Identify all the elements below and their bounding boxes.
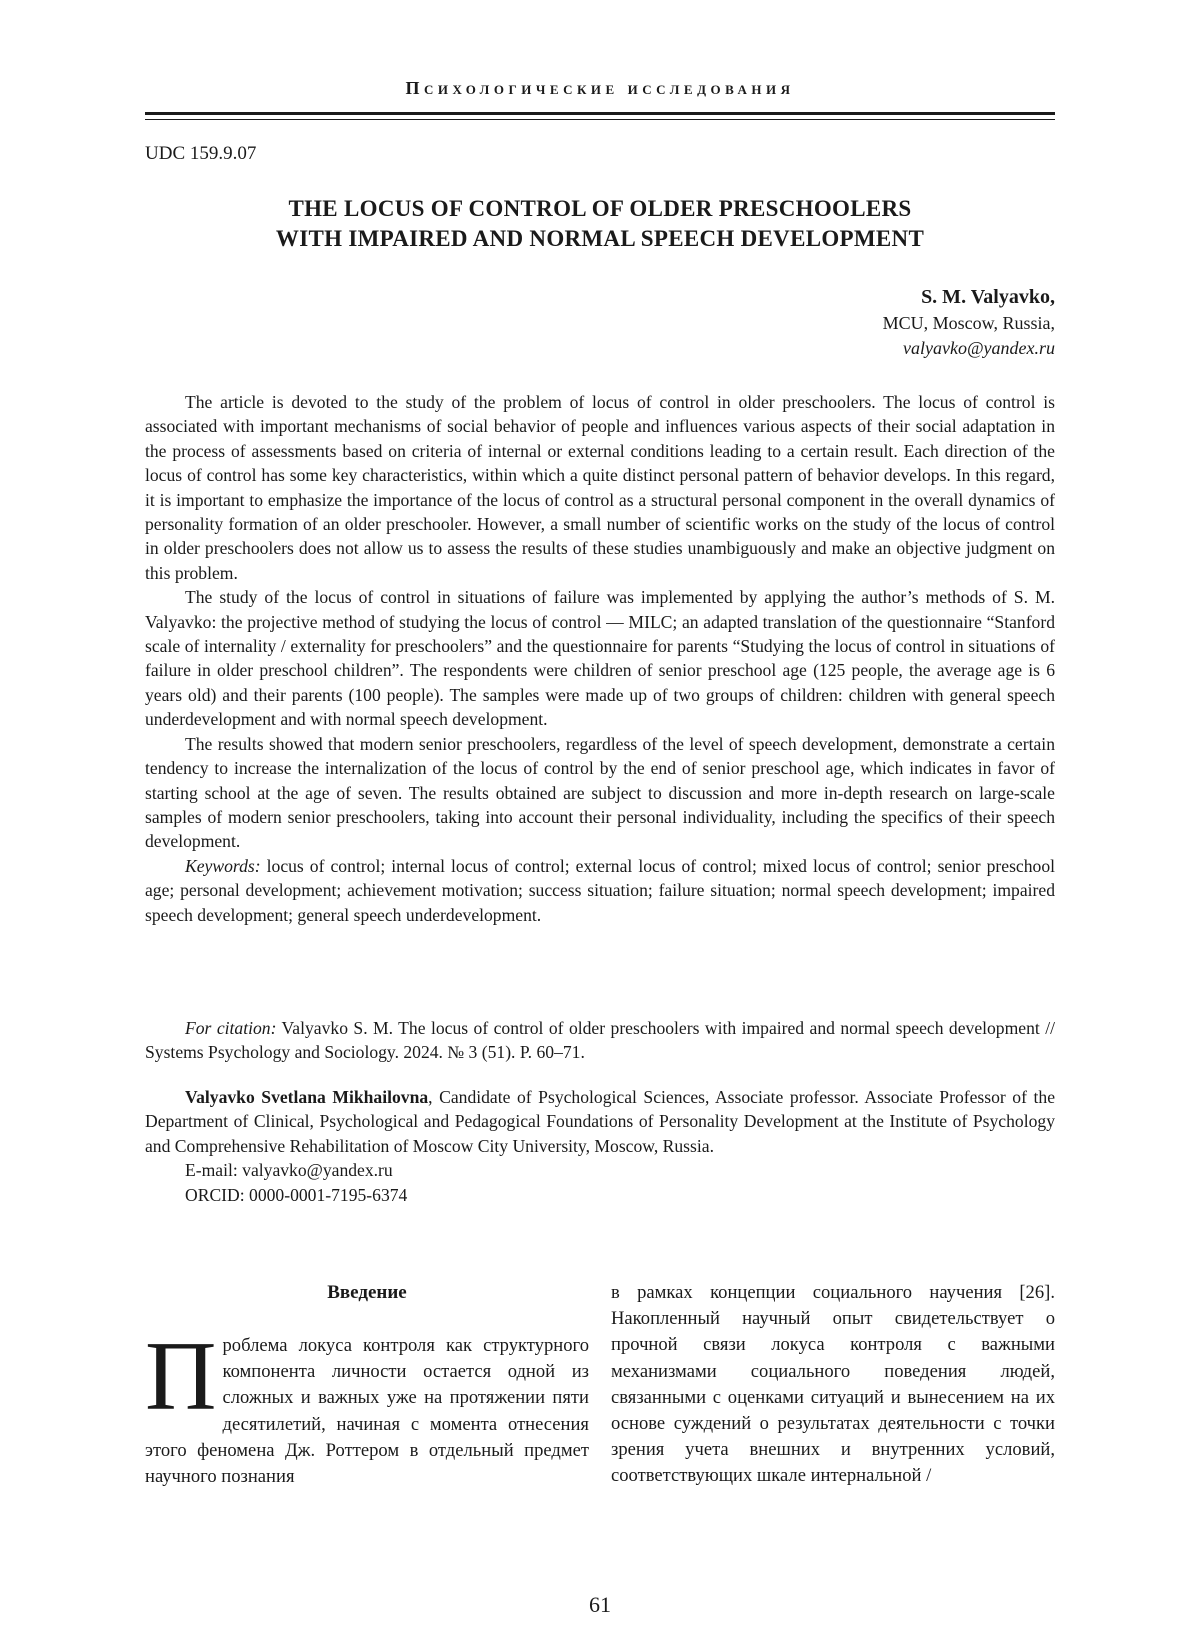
title-line-1: THE LOCUS OF CONTROL OF OLDER PRESCHOOLERS: [288, 196, 912, 221]
citation-label: For citation:: [185, 1018, 277, 1038]
abstract: [145, 390, 1055, 927]
author-bio: [145, 1085, 1055, 1207]
udc-code: UDC 159.9.07: [145, 143, 257, 164]
bio-email: E-mail: valyavko@yandex.ru: [185, 1160, 393, 1181]
bio-orcid: ORCID: 0000-0001-7195-6374: [185, 1184, 408, 1205]
intro-left-body: роблема локуса контроля как структурного компонента личности остается одной из сложных и важных уже на протяжении пяти десятилетий, начиная с момента отнесения этого феномена Дж. Роттером в отдельный предмет научного познания: [145, 1335, 589, 1488]
author-affiliation: MCU, Moscow, Russia,: [882, 313, 1055, 333]
keywords-label: Keywords:: [185, 855, 261, 876]
author-email: valyavko@yandex.ru: [903, 338, 1055, 358]
intro-right-column: [611, 1280, 1055, 1490]
title-line-2: WITH IMPAIRED AND NORMAL SPEECH DEVELOPMENT: [275, 226, 925, 251]
intro-left-text: [145, 1322, 589, 1490]
intro-left-column: [145, 1280, 589, 1490]
header-rule-thin: [145, 119, 1055, 120]
section-heading-intro: Введение: [327, 1282, 407, 1303]
page-number: 61: [589, 1592, 611, 1617]
running-head: Психологические исследования: [405, 78, 795, 98]
author-block: [883, 283, 1055, 361]
citation-text: Valyavko S. M. The locus of control of older preschoolers with impaired and normal speech development // Systems Psychology and Sociology. 2024. № 3 (51). P. 60–71.: [145, 1018, 1055, 1063]
keywords-paragraph: [145, 854, 1055, 927]
intro-right-text: в рамках концепции социального научения [26]. Накопленный научный опыт свидетельствует о прочной связи локуса контроля с важными механизмами социального поведения людей, связанными с оценками ситуаций и вынесением на их основе суждений о результатах деятельности с точки зрения учета внешних и внутренних условий, соответствующих шкале интернальной /: [611, 1282, 1055, 1487]
dropcap: П: [145, 1322, 217, 1431]
keywords-text: locus of control; internal locus of control; external locus of control; mixed locus of control; senior preschool age; personal development; achievement motivation; success situation; failure situation; normal speech development; impaired speech development; general speech underdevelopment.: [145, 855, 1056, 925]
citation: [145, 1016, 1055, 1065]
abstract-paragraph-1: The article is devoted to the study of the problem of locus of control in older preschoolers. The locus of control is associated with important mechanisms of social behavior of people and influences various aspects of their social adaptation in the process of assessments based on criteria of internal or external conditions leading to a certain result. Each direction of the locus of control has some key characteristics, within which a quite distinct personal pattern of behavior develops. In this regard, it is important to emphasize the importance of the locus of control as a structural personal component in the overall dynamics of personality formation of an older preschooler. However, a small number of scientific works on the study of the locus of control in older preschoolers does not allow us to assess the results of these studies unambiguously and make an objective judgment on this problem.: [145, 392, 1055, 583]
bio-text: , Candidate of Psychological Sciences, Associate professor. Associate Professor of the Department of Clinical, Psychological and Pedagogical Foundations of Personality Development at the Institute of Psychology and Comprehensive Rehabilitation of Moscow City University, Moscow, Russia.: [145, 1087, 1056, 1156]
header-rule-thick: [145, 112, 1055, 115]
abstract-paragraph-3: The results showed that modern senior preschoolers, regardless of the level of speech development, demonstrate a certain tendency to increase the internalization of the locus of control by the end of senior preschool age, which indicates in favor of starting school at the age of seven. The results obtained are subject to discussion and more in-depth research on large-scale samples of modern senior preschoolers, taking into account their personal individuality, including the specifics of their speech development.: [145, 733, 1055, 852]
abstract-paragraph-2: The study of the locus of control in situations of failure was implemented by applying the author’s methods of S. M. Valyavko: the projective method of studying the locus of control — MILC; an adapted translation of the questionnaire “Stanford scale of internality / externality for preschoolers” and the questionnaire for parents “Studying the locus of control in situations of failure in older preschool children”. The respondents were children of senior preschool age (125 people, the average age is 6 years old) and their parents (100 people). The samples were made up of two groups of children: children with general speech underdevelopment and with normal speech development.: [145, 587, 1055, 730]
bio-name: Valyavko Svetlana Mikhailovna: [185, 1087, 429, 1107]
article-title: [145, 194, 1055, 254]
author-name: S. M. Valyavko,: [921, 286, 1055, 308]
